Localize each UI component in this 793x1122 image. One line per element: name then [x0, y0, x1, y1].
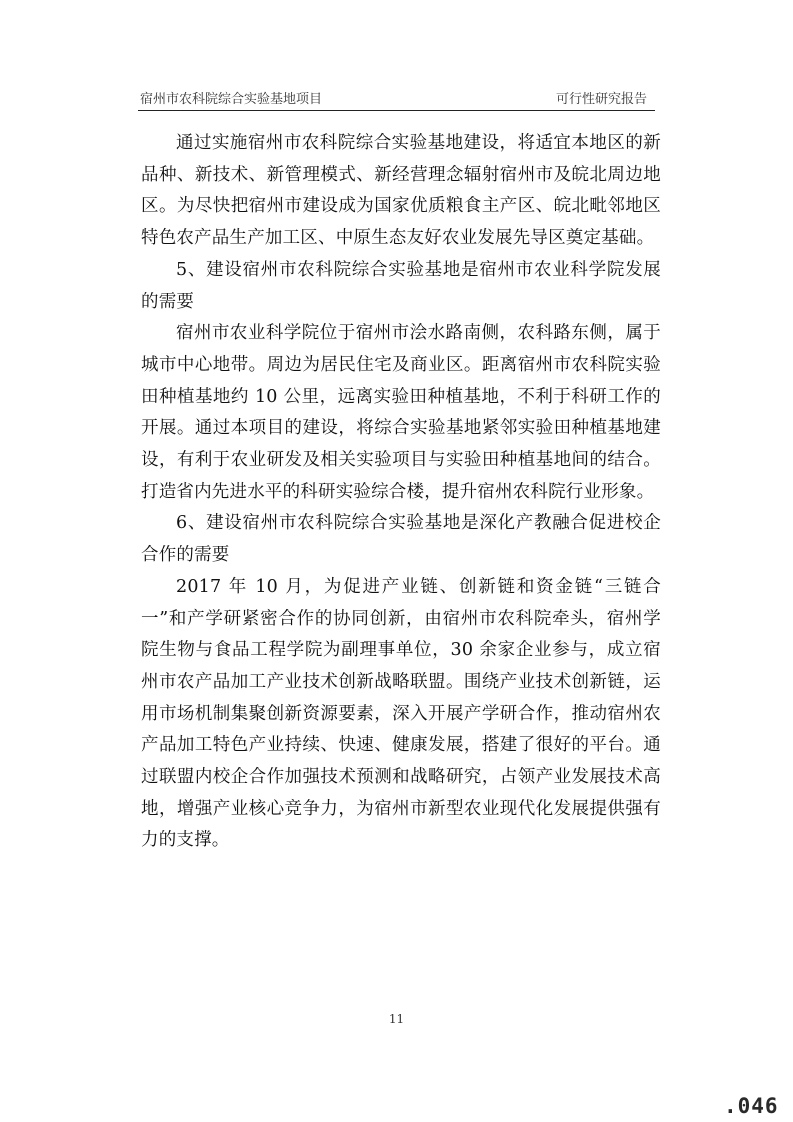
page-stamp-number: .046	[724, 1094, 779, 1118]
header-project-title: 宿州市农科院综合实验基地项目	[140, 92, 323, 107]
header-report-type: 可行性研究报告	[555, 92, 647, 107]
body-paragraph: 通过实施宿州市农科院综合实验基地建设，将适宜本地区的新品种、新技术、新管理模式、新经营理念辐射宿州市及皖北周边地区。为尽快把宿州市建设成为国家优质粮食主产区、皖北毗邻地区特色农产品生产加工区、中原生态友好农业发展先导区奠定基础。	[141, 133, 661, 249]
body-paragraph: 宿州市农业科学院位于宿州市浍水路南侧，农科路东侧，属于城市中心地带。周边为居民住宅及商业区。距离宿州市农科院实验田种植基地约 10 公里，远离实验田种植基地，不利于科研工作的开展。通过本项目的建设，将综合实验基地紧邻实验田种植基地建设，有利于农业研发及相关实验项目与实验田种植基地间的结合。打造省内先进水平的科研实验综合楼，提升宿州农科院行业形象。	[141, 323, 661, 502]
page-number: 11	[388, 1012, 405, 1026]
section-heading-5: 5、建设宿州市农科院综合实验基地是宿州市农业科学院发展的需要	[141, 259, 661, 312]
body-paragraph: 2017 年 10 月，为促进产业链、创新链和资金链“三链合一”和产学研紧密合作的协同创新，由宿州市农科院牵头，宿州学院生物与食品工程学院为副理事单位，30 余家企业参与，成立宿州市农产品加工产业技术创新战略联盟。围绕产业技术创新链，运用市场机制集聚创新资源要素，深入开展产学研合作，推动宿州农产品加工特色产业持续、快速、健康发展，搭建了很好的平台。通过联盟内校企合作加强技术预测和战略研究，占领产业发展技术高地，增强产业核心竞争力，为宿州市新型农业现代化发展提供强有力的支撑。	[141, 576, 661, 851]
document-body	[141, 128, 661, 857]
section-heading-6: 6、建设宿州市农科院综合实验基地是深化产教融合促进校企合作的需要	[141, 513, 661, 566]
page-header	[138, 86, 655, 111]
